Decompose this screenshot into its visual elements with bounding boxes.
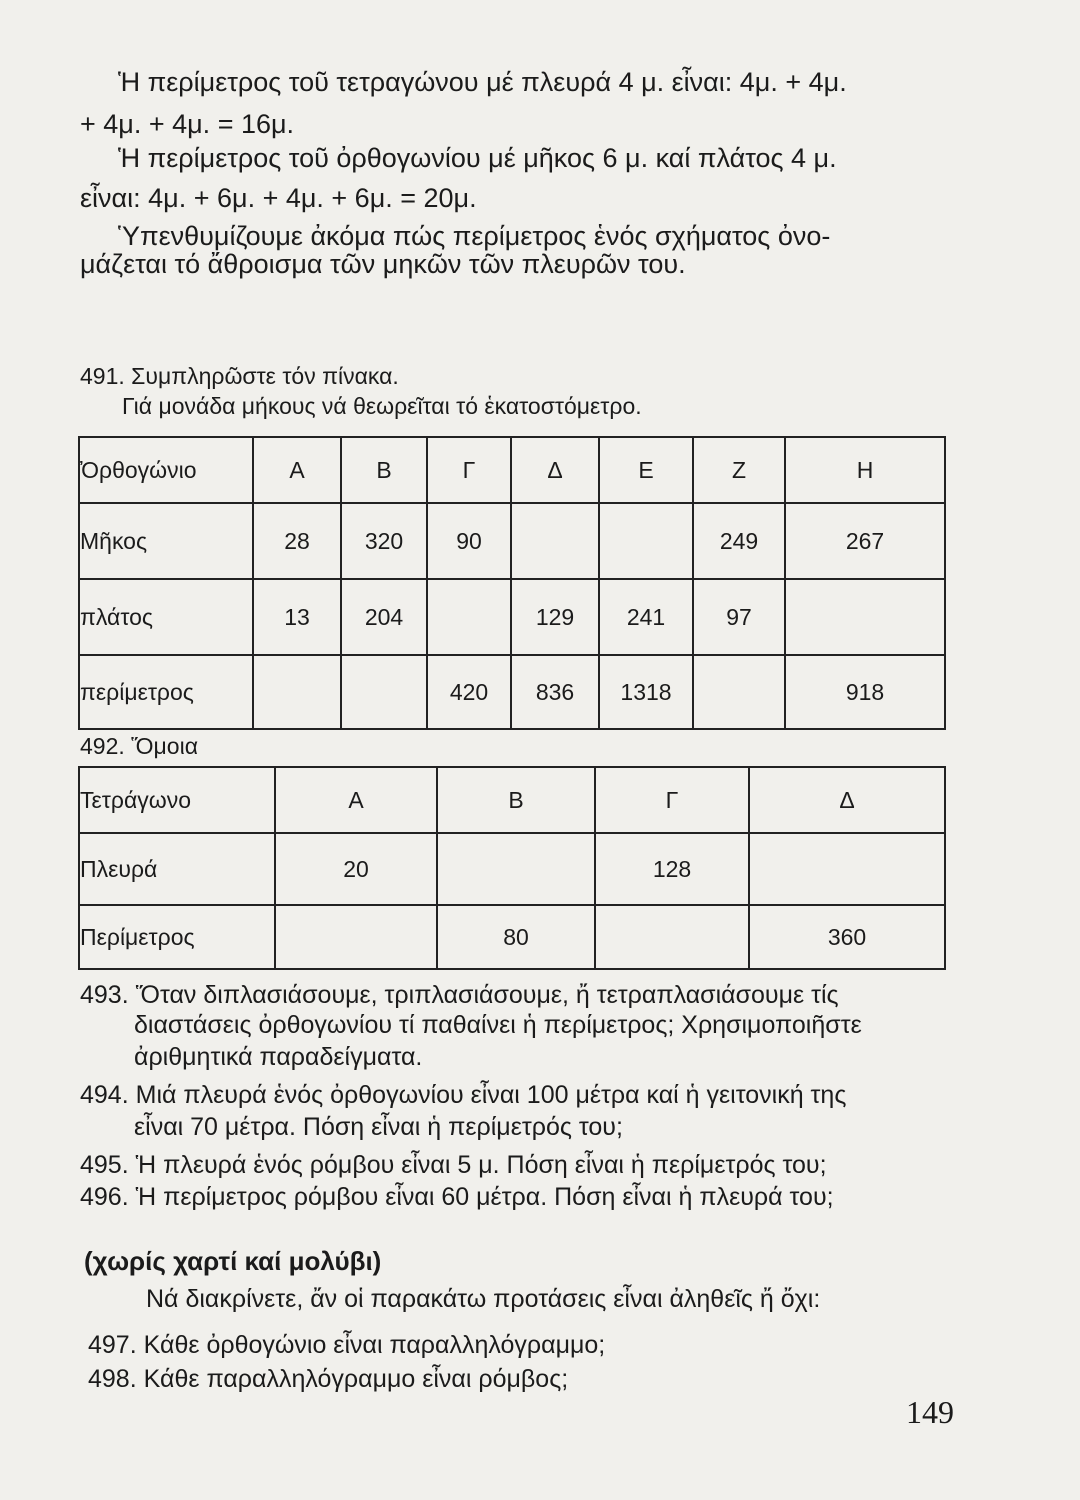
table-cell xyxy=(437,833,595,905)
exercise-number: 496. xyxy=(80,1183,129,1211)
exercise-text: Κάθε ὀρθογώνιο εἶναι παραλληλόγραμμο; xyxy=(143,1331,606,1359)
exercise-491-note: Γιά μονάδα μήκους νά θεωρεῖται τό ἑκατοστόμετρο. xyxy=(122,393,642,419)
table-cell xyxy=(595,905,749,969)
table-cell xyxy=(253,655,341,729)
exercise-text: Μιά πλευρά ἑνός ὀρθογωνίου εἶναι 100 μέτρα καί ἡ γειτονική της xyxy=(135,1081,847,1109)
table-row xyxy=(79,503,945,579)
table-cell: 241 xyxy=(599,579,693,655)
table-cell: 204 xyxy=(341,579,427,655)
header-cell: Ὀρθογώνιο xyxy=(79,437,253,503)
exercise-number: 494. xyxy=(80,1081,129,1109)
header-cell: Η xyxy=(785,437,945,503)
table-cell: 80 xyxy=(437,905,595,969)
exercise-498 xyxy=(88,1360,568,1398)
table-cell xyxy=(275,905,437,969)
header-cell: Τετράγωνο xyxy=(79,767,275,833)
intro-line-6: μάζεται τό ἄθροισμα τῶν μηκῶν τῶν πλευρῶν του. xyxy=(80,249,686,279)
table-cell: 20 xyxy=(275,833,437,905)
exercise-494-line-2: εἶναι 70 μέτρα. Πόση εἶναι ἡ περίμετρός του; xyxy=(134,1113,623,1141)
header-cell: Γ xyxy=(427,437,511,503)
table-row xyxy=(79,655,945,729)
intro-line-3: Ἡ περίμετρος τοῦ ὀρθογωνίου μέ μῆκος 6 μ. καί πλάτος 4 μ. xyxy=(118,143,837,173)
row-label: Περίμετρος xyxy=(79,905,275,969)
table-cell: 28 xyxy=(253,503,341,579)
exercise-text: Ἡ περίμετρος ρόμβου εἶναι 60 μέτρα. Πόση εἶναι ἡ πλευρά του; xyxy=(135,1183,834,1211)
table-cell: 13 xyxy=(253,579,341,655)
exercise-text: Ἡ πλευρά ἑνός ρόμβου εἶναι 5 μ. Πόση εἶναι ἡ περίμετρός του; xyxy=(135,1151,827,1179)
header-cell: Β xyxy=(341,437,427,503)
table-cell xyxy=(511,503,599,579)
header-cell: Α xyxy=(253,437,341,503)
intro-line-2: + 4μ. + 4μ. = 16μ. xyxy=(80,109,295,139)
exercise-number: 491. xyxy=(80,363,125,389)
table-row xyxy=(79,579,945,655)
table-cell: 90 xyxy=(427,503,511,579)
table-cell xyxy=(693,655,785,729)
exercise-492-heading xyxy=(80,724,198,769)
table-row xyxy=(79,905,945,969)
header-cell: Α xyxy=(275,767,437,833)
intro-line-1: Ἡ περίμετρος τοῦ τετραγώνου μέ πλευρά 4 μ. εἶναι: 4μ. + 4μ. xyxy=(118,67,847,97)
header-cell: Δ xyxy=(511,437,599,503)
table-cell: 360 xyxy=(749,905,945,969)
row-label: περίμετρος xyxy=(79,655,253,729)
header-cell: Ε xyxy=(599,437,693,503)
exercise-number: 492. xyxy=(80,733,125,759)
header-cell: Γ xyxy=(595,767,749,833)
table-cell: 320 xyxy=(341,503,427,579)
table-header-row xyxy=(79,437,945,503)
header-cell: Β xyxy=(437,767,595,833)
table-row xyxy=(79,833,945,905)
table-header-row xyxy=(79,767,945,833)
header-cell: Ζ xyxy=(693,437,785,503)
table-cell: 836 xyxy=(511,655,599,729)
exercise-number: 498. xyxy=(88,1365,137,1393)
table-cell xyxy=(785,579,945,655)
exercise-number: 495. xyxy=(80,1151,129,1179)
intro-line-4: εἶναι: 4μ. + 6μ. + 4μ. + 6μ. = 20μ. xyxy=(80,183,477,213)
exercise-text: Κάθε παραλληλόγραμμο εἶναι ρόμβος; xyxy=(143,1365,569,1393)
table-cell: 267 xyxy=(785,503,945,579)
table-cell xyxy=(749,833,945,905)
intro-line-5: Ὑπενθυμίζουμε ἀκόμα πώς περίμετρος ἑνός σχήματος ὀνο- xyxy=(118,221,831,251)
section-heading: (χωρίς χαρτί καί μολύβι) xyxy=(84,1246,382,1276)
table-cell: 128 xyxy=(595,833,749,905)
exercise-text: Συμπληρῶστε τόν πίνακα. xyxy=(131,363,399,389)
section-instruction: Νά διακρίνετε, ἄν οἱ παρακάτω προτάσεις εἶναι ἀληθεῖς ἤ ὄχι: xyxy=(146,1285,821,1313)
table-cell xyxy=(599,503,693,579)
exercise-text: Ὅμοια xyxy=(131,733,198,759)
square-table xyxy=(78,766,946,970)
row-label: Πλευρά xyxy=(79,833,275,905)
table-cell: 249 xyxy=(693,503,785,579)
exercise-493-line-2: διαστάσεις ὀρθογωνίου τί παθαίνει ἡ περίμετρος; Χρησιμοποιῆστε xyxy=(134,1011,862,1039)
exercise-493-line-3: ἀριθμητικά παραδείγματα. xyxy=(134,1043,423,1071)
table-cell: 1318 xyxy=(599,655,693,729)
table-cell xyxy=(427,579,511,655)
table-cell: 129 xyxy=(511,579,599,655)
header-cell: Δ xyxy=(749,767,945,833)
exercise-number: 493. xyxy=(80,981,129,1009)
table-cell: 918 xyxy=(785,655,945,729)
table-cell xyxy=(341,655,427,729)
table-cell: 420 xyxy=(427,655,511,729)
page-number: 149 xyxy=(906,1394,954,1430)
exercise-text: Ὅταν διπλασιάσουμε, τριπλασιάσουμε, ἤ τετραπλασιάσουμε τίς xyxy=(135,981,839,1009)
exercise-496 xyxy=(80,1178,834,1216)
row-label: πλάτος xyxy=(79,579,253,655)
row-label: Μῆκος xyxy=(79,503,253,579)
exercise-497 xyxy=(88,1326,605,1364)
exercise-number: 497. xyxy=(88,1331,137,1359)
rectangle-table xyxy=(78,436,946,730)
table-cell: 97 xyxy=(693,579,785,655)
